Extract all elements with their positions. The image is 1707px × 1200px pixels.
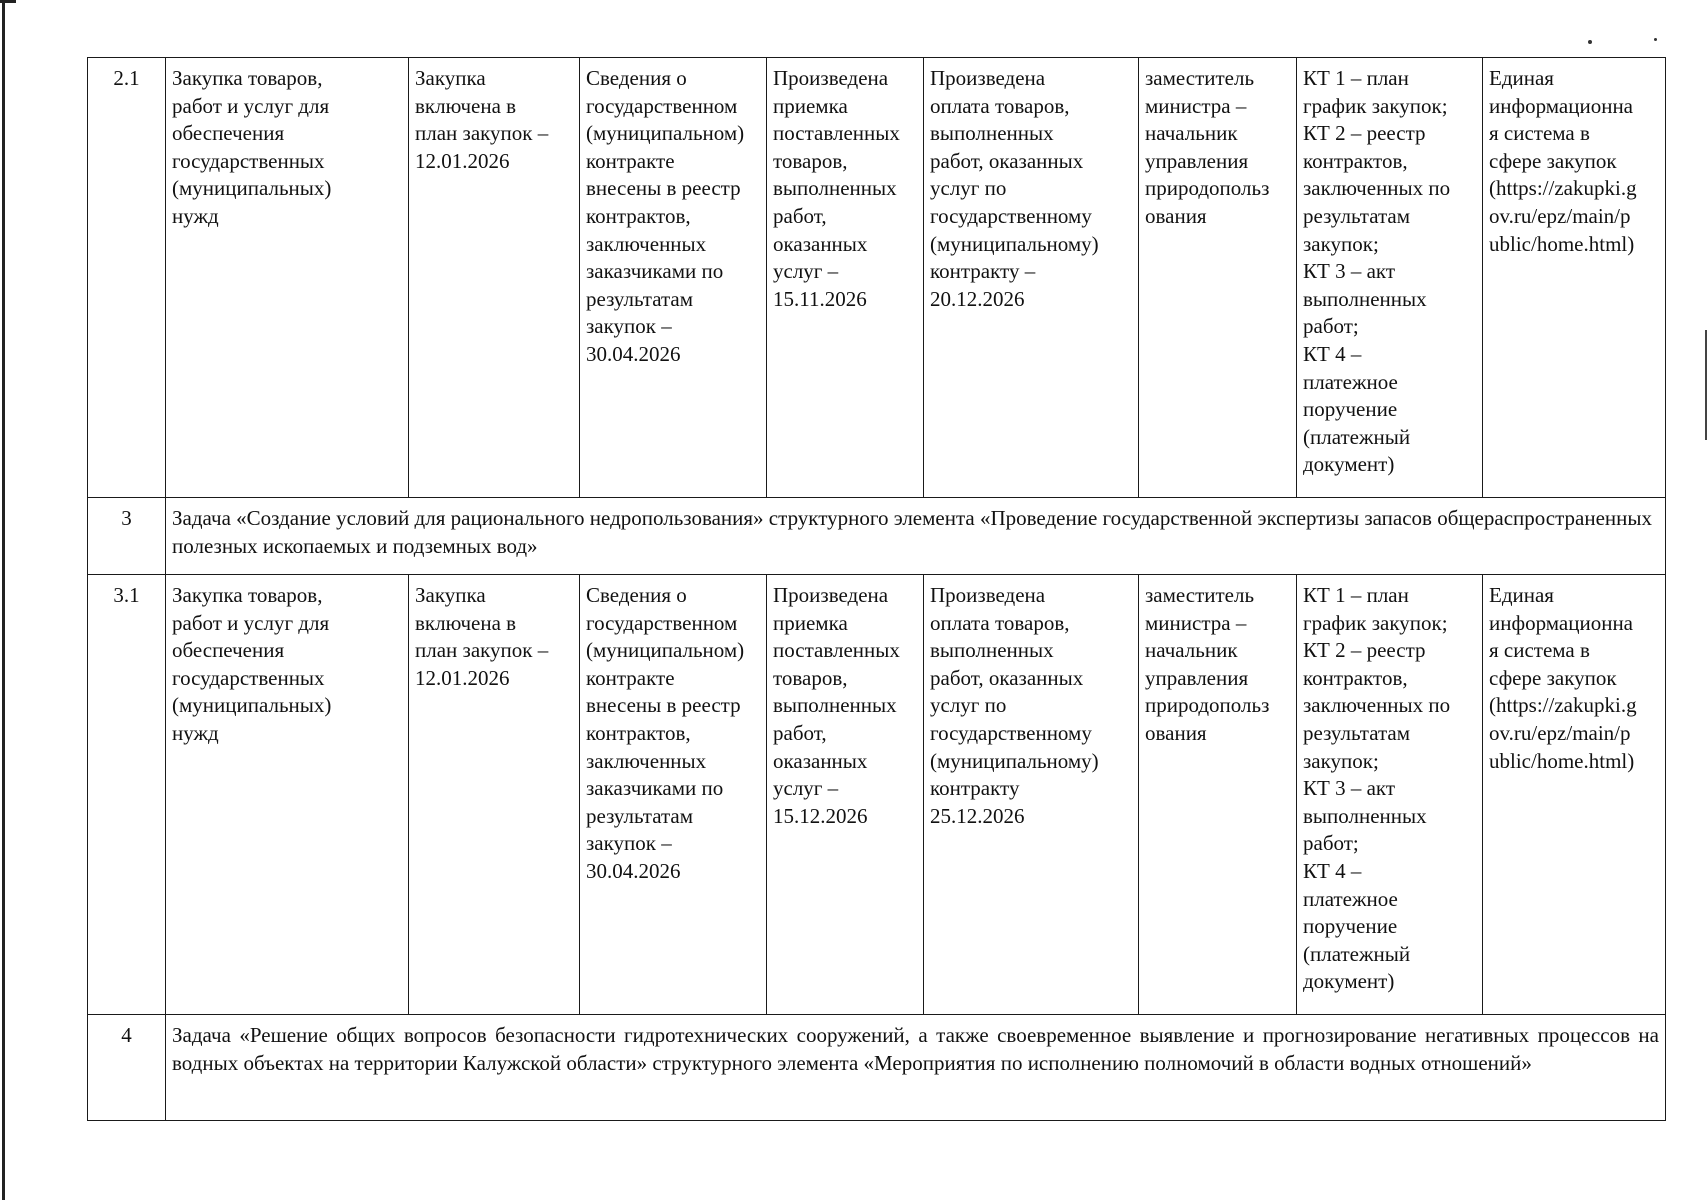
cell-line: заказчиками по (586, 776, 724, 801)
cell-contract-registry (580, 575, 767, 1015)
cell-line: нужд (172, 720, 219, 745)
cell-line: КТ 2 – реестр (1303, 638, 1426, 663)
cell-line: Сведения о (586, 66, 687, 90)
cell-line: заключенных по (1303, 693, 1451, 718)
cell-line: 30.04.2026 (586, 341, 681, 366)
cell-line: заключенных (586, 748, 707, 773)
cell-line: выполненных (1303, 803, 1427, 828)
cell-line: работ и услуг для (172, 93, 330, 118)
cell-line: контрактов, (586, 203, 691, 228)
cell-line: платежное (1303, 369, 1398, 394)
cell-line: начальник (1145, 638, 1238, 663)
cell-line: Закупка товаров, (172, 583, 323, 607)
cell-control-point-title (166, 58, 409, 498)
cell-line: КТ 3 – акт (1303, 776, 1396, 801)
plan-table (87, 57, 1666, 1121)
cell-line: министра – (1145, 93, 1247, 118)
cell-line: начальник (1145, 121, 1238, 146)
cell-line: ublic/home.html) (1489, 748, 1635, 773)
cell-line: заказчиками по (586, 259, 724, 284)
cell-line: Единая (1489, 66, 1554, 90)
cell-line: выполненных (930, 638, 1054, 663)
cell-line: 15.12.2026 (773, 803, 868, 828)
cell-line: нужд (172, 203, 219, 228)
cell-line: платежное (1303, 886, 1398, 911)
cell-line: оплата товаров, (930, 93, 1070, 118)
cell-line: Закупка товаров, (172, 66, 323, 90)
scan-edge-left (2, 0, 5, 1200)
cell-line: работ; (1303, 831, 1359, 856)
cell-control-documents (1297, 58, 1483, 498)
table-row-3 (88, 498, 1666, 575)
cell-line: КТ 4 – (1303, 858, 1362, 883)
cell-line: работ, оказанных (930, 665, 1084, 690)
cell-line: закупок; (1303, 231, 1379, 256)
cell-line: ublic/home.html) (1489, 231, 1635, 256)
cell-line: работ, (773, 203, 827, 228)
cell-line: природопольз (1145, 693, 1270, 718)
cell-line: информационна (1489, 93, 1634, 118)
cell-line: министра – (1145, 610, 1247, 635)
cell-line: КТ 3 – акт (1303, 259, 1396, 284)
cell-line: контракту – (930, 259, 1036, 284)
cell-line: КТ 4 – (1303, 341, 1362, 366)
cell-line: государственных (172, 665, 325, 690)
cell-line: закупок – (586, 314, 672, 339)
cell-line: (муниципальному) (930, 748, 1099, 773)
cell-line: закупок – (586, 831, 672, 856)
scan-speck (1654, 38, 1657, 41)
cell-line: включена в (415, 93, 517, 118)
cell-contract-registry (580, 58, 767, 498)
cell-line: работ, (773, 720, 827, 745)
cell-line: товаров, (773, 665, 848, 690)
cell-control-documents (1297, 575, 1483, 1015)
cell-line: государственному (930, 720, 1092, 745)
cell-line: выполненных (1303, 286, 1427, 311)
cell-line: (https://zakupki.g (1489, 693, 1637, 718)
cell-responsible (1139, 58, 1297, 498)
cell-line: документ) (1303, 969, 1395, 994)
scan-edge-top (0, 0, 16, 3)
cell-acceptance (767, 58, 924, 498)
row-number: 3 (88, 498, 166, 575)
cell-line: Произведена (773, 583, 889, 607)
cell-line: 12.01.2026 (415, 665, 510, 690)
cell-line: работ и услуг для (172, 610, 330, 635)
cell-line: приемка (773, 93, 848, 118)
cell-line: Единая (1489, 583, 1554, 607)
cell-line: 12.01.2026 (415, 148, 510, 173)
cell-line: (https://zakupki.g (1489, 176, 1637, 201)
row-number: 2.1 (88, 58, 166, 498)
cell-line: внесены в реестр (586, 693, 741, 718)
cell-line: услуг по (930, 693, 1007, 718)
cell-line: управления (1145, 665, 1249, 690)
cell-line: я система в (1489, 638, 1590, 663)
cell-line: поручение (1303, 397, 1398, 422)
cell-line: государственном (586, 610, 738, 635)
cell-payment (924, 58, 1139, 498)
cell-line: заместитель (1145, 66, 1255, 90)
cell-line: Сведения о (586, 583, 687, 607)
cell-line: (муниципальному) (930, 231, 1099, 256)
cell-line: КТ 2 – реестр (1303, 121, 1426, 146)
cell-line: (муниципальном) (586, 121, 745, 146)
cell-line: внесены в реестр (586, 176, 741, 201)
cell-information-system (1483, 575, 1666, 1015)
cell-line: график закупок; (1303, 93, 1448, 118)
cell-line: поставленных (773, 638, 900, 663)
cell-line: услуг – (773, 259, 839, 284)
cell-line: контракте (586, 665, 675, 690)
cell-line: выполненных (773, 176, 897, 201)
cell-line: услуг – (773, 776, 839, 801)
cell-payment (924, 575, 1139, 1015)
cell-line: результатам (1303, 720, 1411, 745)
cell-responsible (1139, 575, 1297, 1015)
cell-line: Закупка (415, 583, 486, 607)
cell-line: контрактов, (1303, 148, 1408, 173)
table-row-3-1 (88, 575, 1666, 1015)
cell-control-point-title (166, 575, 409, 1015)
cell-line: Произведена (930, 583, 1046, 607)
row-number: 3.1 (88, 575, 166, 1015)
cell-line: результатам (586, 286, 694, 311)
cell-line: государственных (172, 148, 325, 173)
cell-line: включена в (415, 610, 517, 635)
cell-line: заместитель (1145, 583, 1255, 607)
cell-information-system (1483, 58, 1666, 498)
cell-line: оказанных (773, 231, 868, 256)
cell-line: результатам (586, 803, 694, 828)
cell-line: график закупок; (1303, 610, 1448, 635)
cell-line: выполненных (930, 121, 1054, 146)
task-description: Задача «Решение общих вопросов безопасности гидротехнических сооружений, а также своевременное выявление и прогнозирование негативных процессов на водных объектах на территории Калужской области» структурного элемента «Мероприятия по исполнению полномочий в области водных отношений» (166, 1015, 1666, 1121)
cell-line: контракту (930, 776, 1020, 801)
cell-line: сфере закупок (1489, 148, 1617, 173)
cell-line: КТ 1 – план (1303, 66, 1409, 90)
cell-line: Произведена (773, 66, 889, 90)
task-description: Задача «Создание условий для рационального недропользования» структурного элемента «Проведение государственной экспертизы запасов общераспространенных полезных ископаемых и подземных вод» (166, 498, 1666, 575)
cell-line: заключенных по (1303, 176, 1451, 201)
cell-line: (платежный (1303, 424, 1411, 449)
cell-line: работ, оказанных (930, 148, 1084, 173)
cell-line: информационна (1489, 610, 1634, 635)
cell-line: план закупок – (415, 121, 549, 146)
cell-line: 20.12.2026 (930, 286, 1025, 311)
cell-line: обеспечения (172, 121, 285, 146)
cell-line: заключенных (586, 231, 707, 256)
cell-line: план закупок – (415, 638, 549, 663)
cell-line: оплата товаров, (930, 610, 1070, 635)
cell-line: КТ 1 – план (1303, 583, 1409, 607)
cell-line: (муниципальных) (172, 176, 332, 201)
cell-line: работ; (1303, 314, 1359, 339)
cell-line: природопольз (1145, 176, 1270, 201)
cell-line: Закупка (415, 66, 486, 90)
row-number: 4 (88, 1015, 166, 1121)
cell-line: 25.12.2026 (930, 803, 1025, 828)
cell-line: управления (1145, 148, 1249, 173)
cell-line: ования (1145, 720, 1207, 745)
cell-line: контрактов, (1303, 665, 1408, 690)
cell-line: контракте (586, 148, 675, 173)
cell-line: документ) (1303, 452, 1395, 477)
cell-line: поручение (1303, 914, 1398, 939)
cell-line: оказанных (773, 748, 868, 773)
cell-line: (муниципальном) (586, 638, 745, 663)
cell-line: обеспечения (172, 638, 285, 663)
cell-line: поставленных (773, 121, 900, 146)
cell-acceptance (767, 575, 924, 1015)
cell-procurement-plan (409, 575, 580, 1015)
table-row-4 (88, 1015, 1666, 1121)
cell-line: ования (1145, 203, 1207, 228)
cell-line: приемка (773, 610, 848, 635)
cell-line: государственном (586, 93, 738, 118)
cell-line: государственному (930, 203, 1092, 228)
cell-line: контрактов, (586, 720, 691, 745)
cell-line: ov.ru/epz/main/p (1489, 203, 1631, 228)
cell-line: услуг по (930, 176, 1007, 201)
cell-line: выполненных (773, 693, 897, 718)
cell-line: 15.11.2026 (773, 286, 867, 311)
cell-line: закупок; (1303, 748, 1379, 773)
cell-line: Произведена (930, 66, 1046, 90)
cell-line: ov.ru/epz/main/p (1489, 720, 1631, 745)
cell-line: (муниципальных) (172, 693, 332, 718)
cell-line: результатам (1303, 203, 1411, 228)
cell-line: сфере закупок (1489, 665, 1617, 690)
cell-line: я система в (1489, 121, 1590, 146)
scan-speck (1588, 40, 1592, 44)
cell-line: товаров, (773, 148, 848, 173)
cell-line: (платежный (1303, 941, 1411, 966)
cell-procurement-plan (409, 58, 580, 498)
table-row-2-1 (88, 58, 1666, 498)
cell-line: 30.04.2026 (586, 858, 681, 883)
